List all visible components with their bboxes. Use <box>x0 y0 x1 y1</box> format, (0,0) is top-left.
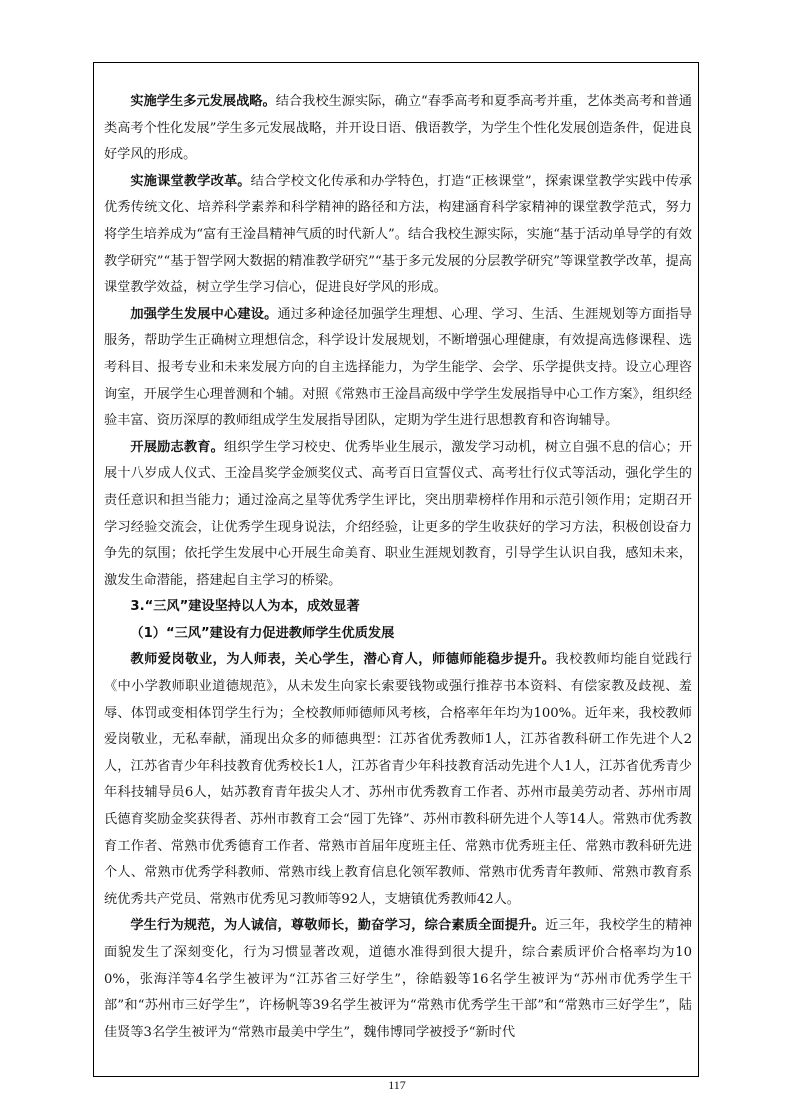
section-heading: 3.“三风”建设坚持以人为本，成效显著 <box>130 599 360 615</box>
paragraph-lead: 学生行为规范，为人诚信，尊敬师长，勤奋学习，综合素质全面提升。 <box>130 918 546 934</box>
paragraph-student-development-center <box>104 302 692 435</box>
subsection-heading: （1）“三风”建设有力促进教师学生优质发展 <box>130 625 395 641</box>
paragraph-lead: 加强学生发展中心建设。 <box>130 306 278 322</box>
paragraph-teacher-ethics <box>104 647 692 913</box>
paragraph-text: 结合学校文化传承和办学特色，打造“正核课堂”，探索课堂教学实践中传承优秀传统文化、培养科学素养和科学精神的路径和方法，构建涵育科学家精神的课堂教学范式，努力将学生培养成为“富有王淦昌精神气质的时代新人”。结合我校生源实际，实施“基于活动单导学的有效教学研究”“基于智学网大数据的精准教学研究”“基于多元发展的分层教学研究”等课堂教学改革，提高课堂教学效益，树立学生学习信心，促进良好学风的形成。 <box>104 173 692 296</box>
paragraph-lead: 实施课堂教学改革。 <box>130 173 251 189</box>
paragraph-text: 通过多种途径加强学生理想、心理、学习、生活、生涯规划等方面指导服务，帮助学生正确树立理想信念，科学设计发展规划，不断增强心理健康，有效提高选修课程、选考科目、报考专业和未来发展方向的自主选择能力，为学生能学、会学、乐学提供支持。设立心理咨询室，开展学生心理普测和个辅。对照《常熟市王淦昌高级中学学生发展指导中心工作方案》，组织经验丰富、资历深厚的教师组成学生发展指导团队，定期为学生进行思想教育和咨询辅导。 <box>104 306 693 429</box>
paragraph-classroom-reform <box>104 169 692 302</box>
paragraph-text: 组织学生学习校史、优秀毕业生展示，激发学习动机，树立自强不息的信心；开展十八岁成人仪式、王淦昌奖学金颁奖仪式、高考百日宣誓仪式、高考壮行仪式等活动，强化学生的责任意识和担当能力；通过淦高之星等优秀学生评比，突出朋辈榜样作用和示范引领作用；定期召开学习经验交流会，让优秀学生现身说法，介绍经验，让更多的学生收获好的学习方法，积极创设奋力争先的氛围；依托学生发展中心开展生命美育、职业生涯规划教育，引导学生认识自我，感知未来，激发生命潜能，搭建起自主学习的桥梁。 <box>104 439 693 588</box>
paragraph-lead: 实施学生多元发展战略。 <box>130 94 276 109</box>
paragraph-inspirational-education <box>104 435 692 595</box>
paragraph-text: 结合我校生源实际，确立“春季高考和夏季高考并重，艺体类高考和普通类高考个性化发展”学生多元发展战略，并开设日语、俄语教学，为学生个性化发展创造条件，促进良好学风的形成。 <box>104 94 692 163</box>
paragraph-student-conduct <box>104 913 692 1046</box>
document-body <box>104 89 692 1046</box>
paragraph-lead: 开展励志教育。 <box>130 439 225 455</box>
page-number: 117 <box>388 1078 406 1092</box>
paragraph-diversified-development <box>104 89 692 169</box>
paragraph-text: 我校教师均能自觉践行《中小学教师职业道德规范》，从未发生向家长索要钱物或强行推荐书本资料、有偿家教及歧视、羞辱、体罚或变相体罚学生行为；全校教师师德师风考核，合格率年年均为100%。近年来，我校教师爱岗敬业，无私奉献，涌现出众多的师德典型：江苏省优秀教师1人，江苏省教科研工作先进个人2人，江苏省青少年科技教育优秀校长1人，江苏省青少年科技教育活动先进个人1人，江苏省优秀青少年科技辅导员6人，姑苏教育青年拔尖人才、苏州市优秀教育工作者、苏州市最美劳动者、苏州市周氏德育奖励金奖获得者、苏州市教育工会“园丁先锋”、苏州市教科研先进个人等14人。常熟市优秀教育工作者、常熟市优秀德育工作者、常熟市首届年度班主任、常熟市优秀班主任、常熟市教科研先进个人、常熟市优秀学科教师、常熟市线上教育信息化领军教师、常熟市优秀青年教师、常熟市教育系统优秀共产党员、常熟市优秀见习教师等92人，支塘镇优秀教师42人。 <box>104 652 693 907</box>
paragraph-lead: 教师爱岗敬业，为人师表，关心学生，潜心育人，师德师能稳步提升。 <box>130 652 556 668</box>
paragraph-text: 近三年，我校学生的精神面貌发生了深刻变化，行为习惯显著改观，道德水准得到很大提升，综合素质评价合格率均为100%，张海洋等4名学生被评为“江苏省三好学生”，徐皓毅等16名学生被评为“苏州市优秀学生干部”和“苏州市三好学生”，许杨帆等39名学生被评为“常熟市优秀学生干部”和“常熟市三好学生”，陆佳贤等3名学生被评为“常熟市最美中学生”，魏伟博同学被授予“新时代 <box>104 918 693 1040</box>
